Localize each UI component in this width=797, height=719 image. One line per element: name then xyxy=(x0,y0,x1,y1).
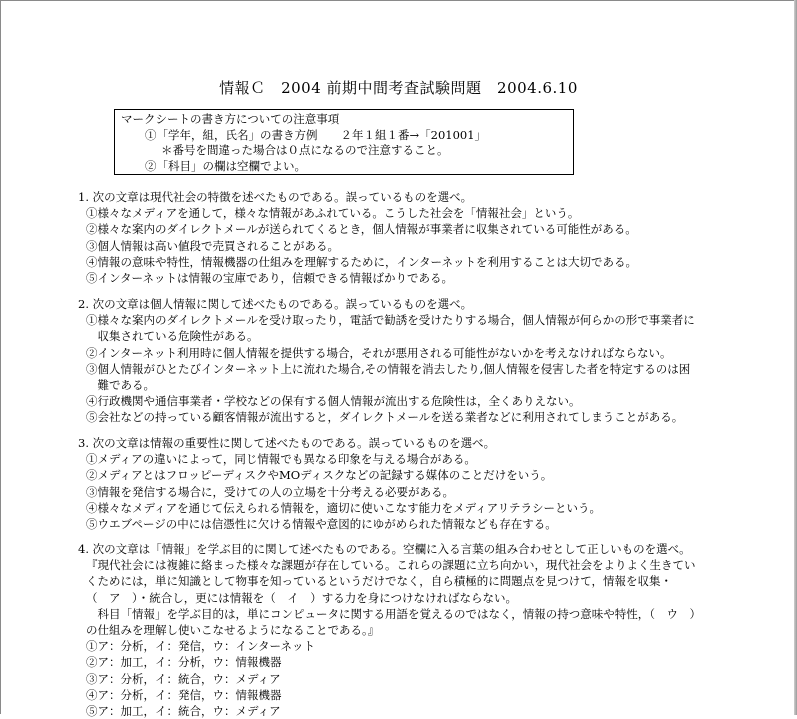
passage-line: （ ア ）・統合し，更には情報を（ イ ）する力を身につけなければならない。 xyxy=(86,590,518,605)
question-stem: 4. 次の文章は「情報」を学ぶ目的に関して述べたものである。空欄に入る言葉の組み合わせとして正しいものを選べ。 xyxy=(78,542,691,556)
option-3: ③ア：分析，イ：統合，ウ：メディア xyxy=(86,671,281,686)
notice-item-2: ②「科目」の欄は空欄でよい。 xyxy=(145,158,306,173)
option-4: ④行政機関や通信事業者・学校などの保有する個人情報が流出する危険性は，全くありえない。 xyxy=(86,394,581,409)
option-1: ①メディアの違いによって，同じ情報でも異なる印象を与える場合がある。 xyxy=(86,452,476,467)
notice-item-1: ①「学年，組，氏名」の書き方例 ２年１組１番→「201001」 xyxy=(145,127,487,142)
option-4: ④情報の意味や特性，情報機器の仕組みを理解するために，インターネットを利用することは大切である。 xyxy=(86,254,637,269)
notice-box xyxy=(114,109,574,175)
question-1 xyxy=(78,189,738,286)
notice-item-1-note: ＊番号を間違った場合は０点になるので注意すること。 xyxy=(161,143,449,157)
option-4: ④様々なメディアを通じて伝えられる情報を，適切に使いこなす能力をメディアリテラシーという。 xyxy=(86,500,601,515)
passage-line: の仕組みを理解し使いこなせるようになることである。』 xyxy=(86,623,380,638)
option-1: ①様々な案内のダイレクトメールを受け取ったり，電話で勧誘を受けたりする場合，個人情報が何らかの形で事業者に xyxy=(86,313,695,328)
option-5: ⑤ウエブページの中には信憑性に欠ける情報や意図的にゆがめられた情報なども存在する。 xyxy=(86,517,557,532)
option-2: ②インターネット利用時に個人情報を提供する場合，それが悪用される可能性がないかを考えなければならない。 xyxy=(86,345,672,360)
option-3: ③情報を発信する場合に，受けての人の立場を十分考える必要がある。 xyxy=(86,484,454,499)
option-4: ④ア：分析，イ：発信，ウ：情報機器 xyxy=(86,687,282,702)
option-2: ②ア：加工，イ：分析，ウ：情報機器 xyxy=(86,655,282,670)
question-3 xyxy=(78,435,738,532)
option-3: ③個人情報は高い値段で売買されることがある。 xyxy=(86,238,339,253)
option-1: ①ア：分析，イ：発信，ウ：インターネット xyxy=(86,639,315,654)
question-stem: 3. 次の文章は情報の重要性に関して述べたものである。誤っているものを選べ。 xyxy=(78,436,496,450)
option-3-cont: 難である。 xyxy=(86,378,155,393)
passage-line: 『現代社会には複雑に絡まった様々な課題が存在している。これらの課題に立ち向かい，現代社会をよりよく生きてい xyxy=(86,558,696,573)
option-1-cont: 収集されている危険性がある。 xyxy=(86,329,259,344)
option-5: ⑤インターネットは情報の宝庫であり，信頼できる情報ばかりである。 xyxy=(86,271,453,286)
option-2: ②様々な案内のダイレクトメールが送られてくるとき，個人情報が事業者に収集されている可能性がある。 xyxy=(86,222,637,237)
question-stem: 2. 次の文章は個人情報に関して述べたものである。誤っているものを選べ。 xyxy=(78,297,473,311)
option-1: ①様々なメディアを通して，様々な情報があふれている。こうした社会を「情報社会」という。 xyxy=(86,206,580,221)
question-stem: 1. 次の文章は現代社会の特徴を述べたものである。誤っているものを選べ。 xyxy=(78,190,473,204)
passage-line: 科目「情報」を学ぶ目的は，単にコンピュータに関する用語を覚えるのではなく，情報の持つ意味や特性，（ ウ ） xyxy=(86,606,702,621)
question-4 xyxy=(78,541,738,719)
option-3: ③個人情報がひとたびインターネット上に流れた場合,その情報を消去したり,個人情報を侵害した者を特定するのは困 xyxy=(86,361,691,376)
option-5: ⑤会社などの持っている顧客情報が流出すると，ダイレクトメールを送る業者などに利用されてしまうことがある。 xyxy=(86,410,684,425)
option-5: ⑤ア：加工，イ：統合，ウ：メディア xyxy=(86,704,281,719)
page-title: 情報Ｃ 2004 前期中間考査試験問題 2004.6.10 xyxy=(219,79,578,97)
notice-heading: マークシートの書き方についての注意事項 xyxy=(121,112,340,126)
passage-line: くためには，単に知識として物事を知っているというだけでなく，自ら積極的に問題点を見つけて，情報を収集・ xyxy=(86,574,673,589)
option-2: ②メディアとはフロッピーディスクやMOディスクなどの記録する媒体のことだけをいう。 xyxy=(86,468,553,483)
question-2 xyxy=(78,296,738,426)
